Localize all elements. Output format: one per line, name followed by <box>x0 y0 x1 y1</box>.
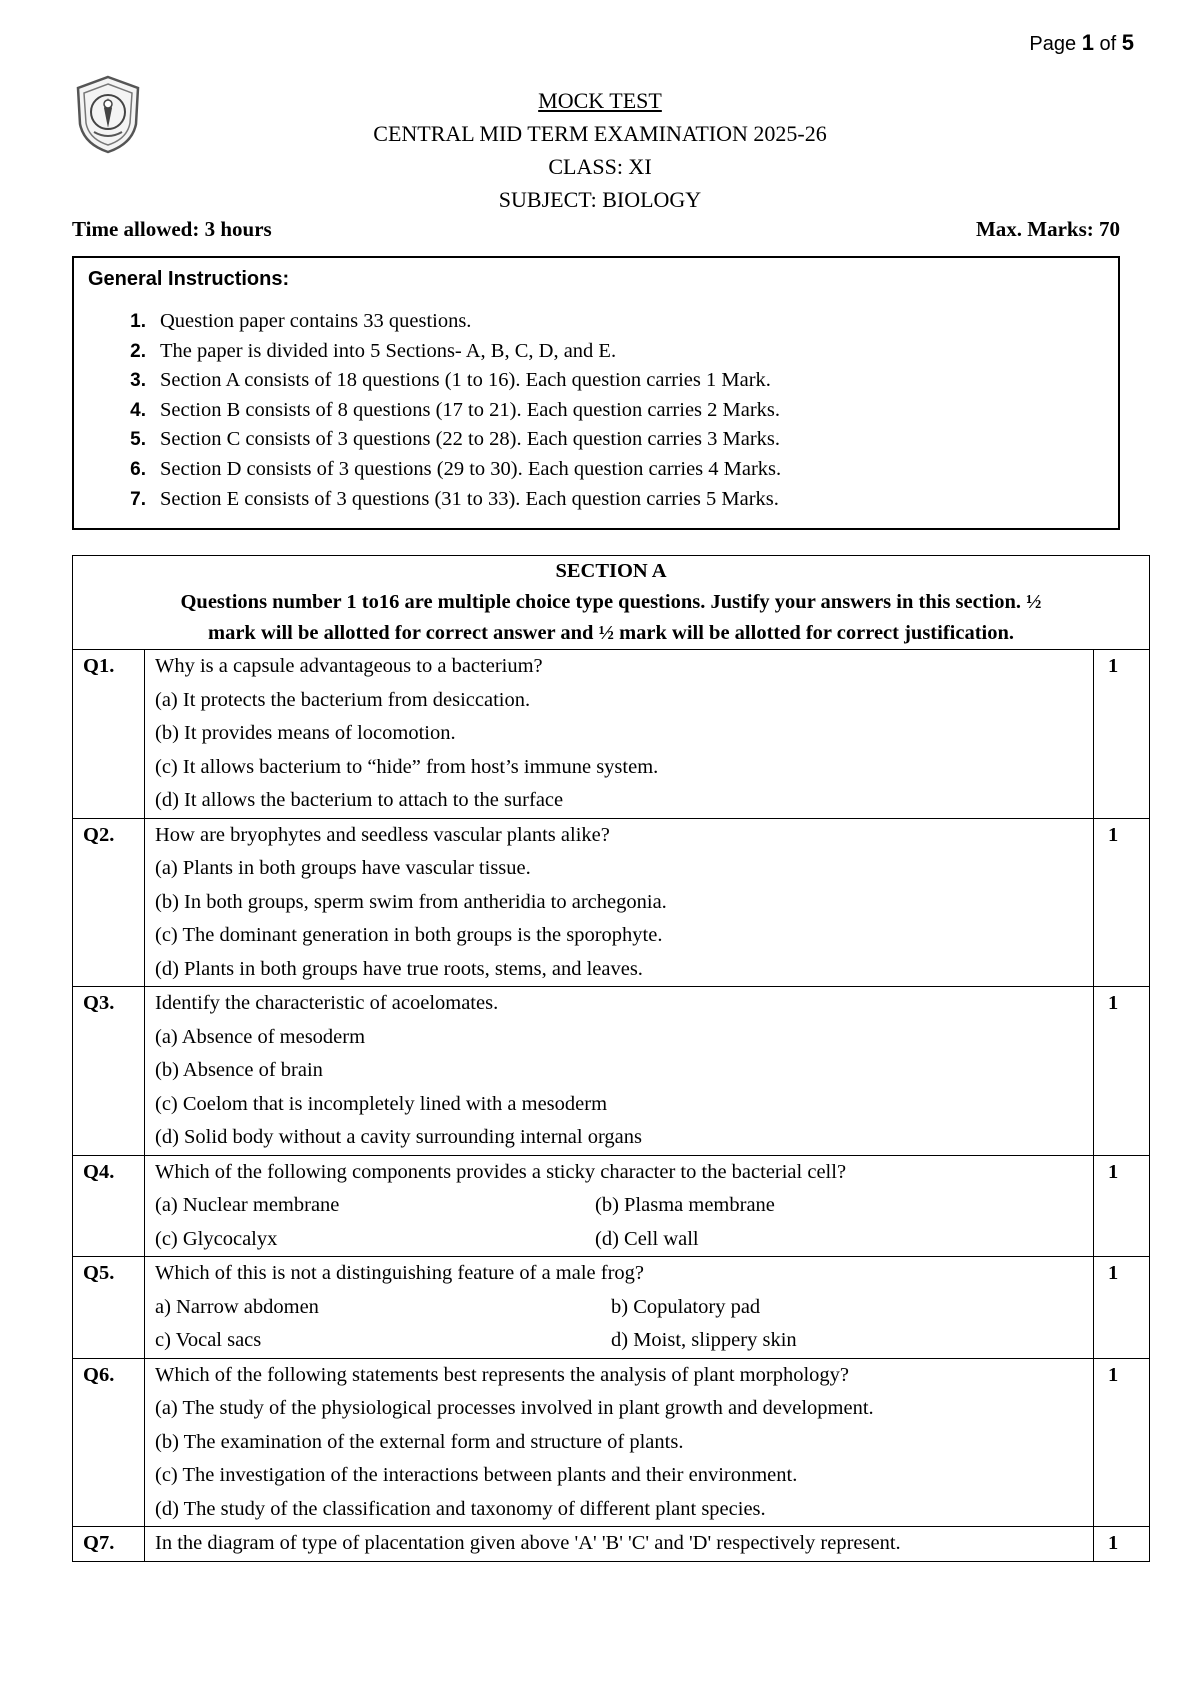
question-text: Why is a capsule advantageous to a bacterium? <box>155 655 543 677</box>
question-number: Q4. <box>73 1155 145 1257</box>
section-a-table <box>72 555 1150 1562</box>
exam-meta <box>72 217 1120 242</box>
instruction-item: 3. Section A consists of 18 questions (1 to 16). Each question carries 1 Mark. <box>130 369 771 392</box>
option: (d) Cell wall <box>595 1227 699 1250</box>
option: (a) It protects the bacterium from desiccation. <box>155 688 531 711</box>
question-row <box>73 1257 1150 1359</box>
option: (c) The investigation of the interactions between plants and their environment. <box>155 1464 798 1486</box>
option: (c) The dominant generation in both groups is the sporophyte. <box>155 924 663 946</box>
question-row <box>73 650 1150 819</box>
question-row <box>73 1358 1150 1527</box>
question-row <box>73 818 1150 987</box>
section-header-row <box>73 556 1150 650</box>
option: (a) Absence of mesoderm <box>155 1025 366 1048</box>
question-text: Which of the following statements best represents the analysis of plant morphology? <box>155 1363 849 1386</box>
exam-header <box>0 84 1200 216</box>
question-marks: 1 <box>1093 650 1149 819</box>
option: (a) The study of the physiological processes involved in plant growth and development. <box>155 1397 874 1419</box>
exam-title: CENTRAL MID TERM EXAMINATION 2025-26 <box>373 121 827 146</box>
option: (c) Glycocalyx <box>155 1227 278 1250</box>
instructions-title: General Instructions: <box>88 268 290 290</box>
question-number: Q3. <box>73 987 145 1156</box>
class-label: CLASS: XI <box>548 154 652 179</box>
question-text: Identify the characteristic of acoelomates. <box>155 992 499 1014</box>
question-text: How are bryophytes and seedless vascular plants alike? <box>155 823 610 846</box>
option: (d) The study of the classification and taxonomy of different plant species. <box>155 1497 766 1520</box>
option: (d) It allows the bacterium to attach to the surface <box>155 789 564 811</box>
question-text: In the diagram of type of placentation given above 'A' 'B' 'C' and 'D' respectively represent. <box>155 1532 901 1554</box>
option: (b) It provides means of locomotion. <box>155 722 456 744</box>
question-body <box>145 1155 1094 1257</box>
question-number: Q2. <box>73 818 145 987</box>
instruction-item: 5. Section C consists of 3 questions (22 to 28). Each question carries 3 Marks. <box>130 428 781 451</box>
question-marks: 1 <box>1093 987 1149 1156</box>
question-body <box>145 1358 1094 1527</box>
question-row <box>73 1527 1150 1562</box>
option: (b) In both groups, sperm swim from antheridia to archegonia. <box>155 890 667 913</box>
question-body <box>145 987 1094 1156</box>
option: d) Moist, slippery skin <box>611 1329 797 1351</box>
instruction-item: 6. Section D consists of 3 questions (29 to 30). Each question carries 4 Marks. <box>130 457 782 480</box>
option: c) Vocal sacs <box>155 1329 262 1351</box>
mock-test-title: MOCK TEST <box>538 88 662 113</box>
option: (d) Solid body without a cavity surrounding internal organs <box>155 1126 642 1148</box>
instruction-item: 1. Question paper contains 33 questions. <box>130 310 472 332</box>
question-row <box>73 1155 1150 1257</box>
option-row <box>155 1223 1093 1257</box>
option: (c) It allows bacterium to “hide” from host’s immune system. <box>155 755 659 778</box>
section-description: Questions number 1 to16 are multiple choice type questions. Justify your answers in this section. ½ <box>180 591 1042 613</box>
question-number: Q7. <box>73 1527 145 1562</box>
question-body <box>145 818 1094 987</box>
section-title: SECTION A <box>555 560 667 582</box>
option: (b) Absence of brain <box>155 1059 323 1081</box>
question-body <box>145 650 1094 819</box>
question-marks: 1 <box>1093 1358 1149 1527</box>
question-text: Which of this is not a distinguishing feature of a male frog? <box>155 1262 645 1284</box>
question-body <box>145 1527 1094 1562</box>
general-instructions-box <box>72 256 1120 530</box>
instruction-item: 4. Section B consists of 8 questions (17 to 21). Each question carries 2 Marks. <box>130 398 781 421</box>
question-number: Q5. <box>73 1257 145 1359</box>
question-number: Q1. <box>73 650 145 819</box>
option: (a) Nuclear membrane <box>155 1194 340 1216</box>
instructions-list <box>88 307 1104 514</box>
section-description-2: mark will be allotted for correct answer and ½ mark will be allotted for correct justification. <box>208 622 1014 644</box>
question-number: Q6. <box>73 1358 145 1527</box>
option: (c) Coelom that is incompletely lined with a mesoderm <box>155 1092 608 1115</box>
question-marks: 1 <box>1093 818 1149 987</box>
option: a) Narrow abdomen <box>155 1295 319 1318</box>
question-text: Which of the following components provides a sticky character to the bacterial cell? <box>155 1160 847 1183</box>
option: (d) Plants in both groups have true roots, stems, and leaves. <box>155 957 643 980</box>
question-marks: 1 <box>1093 1257 1149 1359</box>
option-row <box>155 1324 1093 1358</box>
instruction-item: 7. Section E consists of 3 questions (31 to 33). Each question carries 5 Marks. <box>130 487 779 510</box>
option-row <box>155 1189 1093 1223</box>
question-row <box>73 987 1150 1156</box>
question-marks: 1 <box>1093 1527 1149 1562</box>
option: (a) Plants in both groups have vascular tissue. <box>155 857 531 879</box>
max-marks: Max. Marks: 70 <box>975 217 1120 241</box>
option: (b) Plasma membrane <box>595 1194 775 1216</box>
instruction-item: 2. The paper is divided into 5 Sections- A, B, C, D, and E. <box>130 339 617 362</box>
question-body <box>145 1257 1094 1359</box>
time-allowed: Time allowed: 3 hours <box>72 217 272 241</box>
option: (b) The examination of the external form and structure of plants. <box>155 1430 684 1453</box>
option-row <box>155 1291 1093 1325</box>
option: b) Copulatory pad <box>611 1295 761 1318</box>
page-number: Page 1 of 5 <box>1029 30 1134 55</box>
subject-label: SUBJECT: BIOLOGY <box>498 187 702 212</box>
question-marks: 1 <box>1093 1155 1149 1257</box>
